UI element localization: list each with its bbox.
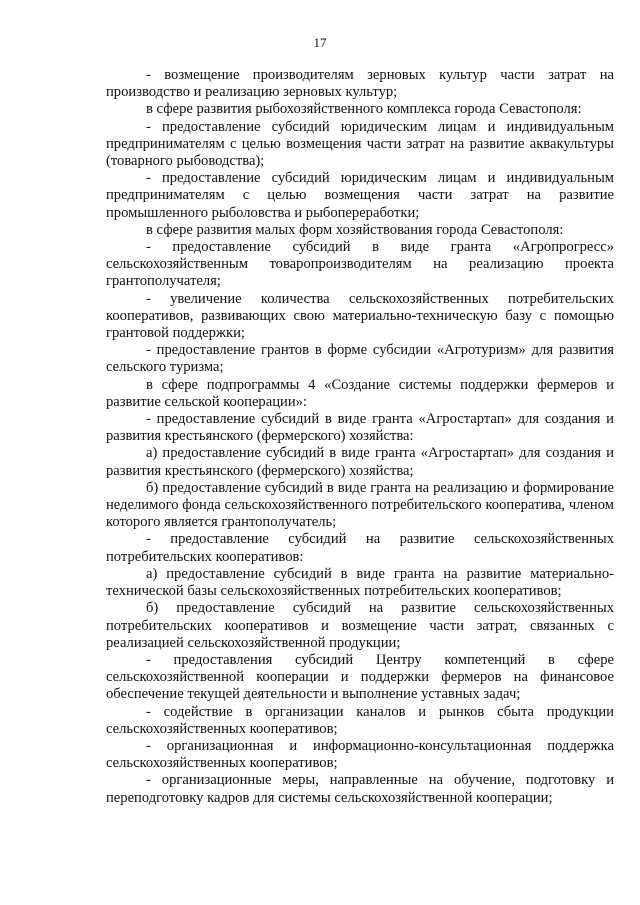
paragraph: б) предоставление субсидий в виде гранта на реализацию и формирование неделимого фонда сельскохозяйственного потребительского кооператива, членом которого является грантополучатель; bbox=[106, 479, 614, 531]
document-body bbox=[106, 67, 614, 807]
paragraph: - возмещение производителям зерновых культур части затрат на производство и реализацию зерновых культур; bbox=[106, 67, 614, 101]
paragraph: а) предоставление субсидий в виде гранта на развитие материально-технической базы сельскохозяйственных потребительских кооперативов; bbox=[106, 565, 614, 600]
paragraph: - предоставление субсидий юридическим лицам и индивидуальным предпринимателям с целью возмещения части затрат на развитие промышленного рыболовства и рыбопереработки; bbox=[106, 170, 614, 221]
paragraph: в сфере развития малых форм хозяйствования города Севастополя: bbox=[146, 221, 564, 238]
paragraph: а) предоставление субсидий в виде гранта «Агростартап» для создания и развития крестьянского (фермерского) хозяйства; bbox=[106, 445, 614, 479]
paragraph: - предоставление субсидий юридическим лицам и индивидуальным предпринимателям с целью возмещения части затрат на развитие аквакультуры (товарного рыбоводства); bbox=[106, 118, 614, 170]
paragraph: - предоставление субсидий в виде гранта «Агропрогресс» сельскохозяйственным товаропроизводителям на реализацию проекта грантополучателя; bbox=[106, 239, 614, 290]
paragraph: в сфере подпрограммы 4 «Создание системы поддержки фермеров и развитие сельской кооперации»: bbox=[106, 376, 614, 410]
paragraph: - предоставления субсидий Центру компетенций в сфере сельскохозяйственной кооперации и поддержки фермеров на финансовое обеспечение текущей деятельности и выполнение уставных задач; bbox=[106, 651, 614, 703]
paragraph: - увеличение количества сельскохозяйственных потребительских кооперативов, развивающих свою материально-техническую базу с помощью грантовой поддержки; bbox=[106, 290, 614, 342]
page-number: 17 bbox=[313, 35, 327, 50]
paragraph: - предоставление субсидий на развитие сельскохозяйственных потребительских кооперативов: bbox=[106, 531, 614, 565]
paragraph: - предоставление грантов в форме субсидии «Агротуризм» для развития сельского туризма; bbox=[106, 342, 614, 376]
paragraph: - содействие в организации каналов и рынков сбыта продукции сельскохозяйственных кооперативов; bbox=[106, 703, 614, 737]
paragraph: б) предоставление субсидий на развитие сельскохозяйственных потребительских кооперативов и возмещение части затрат, связанных с реализацией сельскохозяйственной продукции; bbox=[106, 600, 614, 651]
paragraph: в сфере развития рыбохозяйственного комплекса города Севастополя: bbox=[146, 101, 582, 118]
paragraph: - предоставление субсидий в виде гранта «Агростартап» для создания и развития крестьянского (фермерского) хозяйства: bbox=[106, 411, 614, 445]
paragraph: - организационная и информационно-консультационная поддержка сельскохозяйственных кооперативов; bbox=[106, 737, 614, 772]
paragraph: - организационные меры, направленные на обучение, подготовку и переподготовку кадров для системы сельскохозяйственной кооперации; bbox=[106, 772, 614, 806]
